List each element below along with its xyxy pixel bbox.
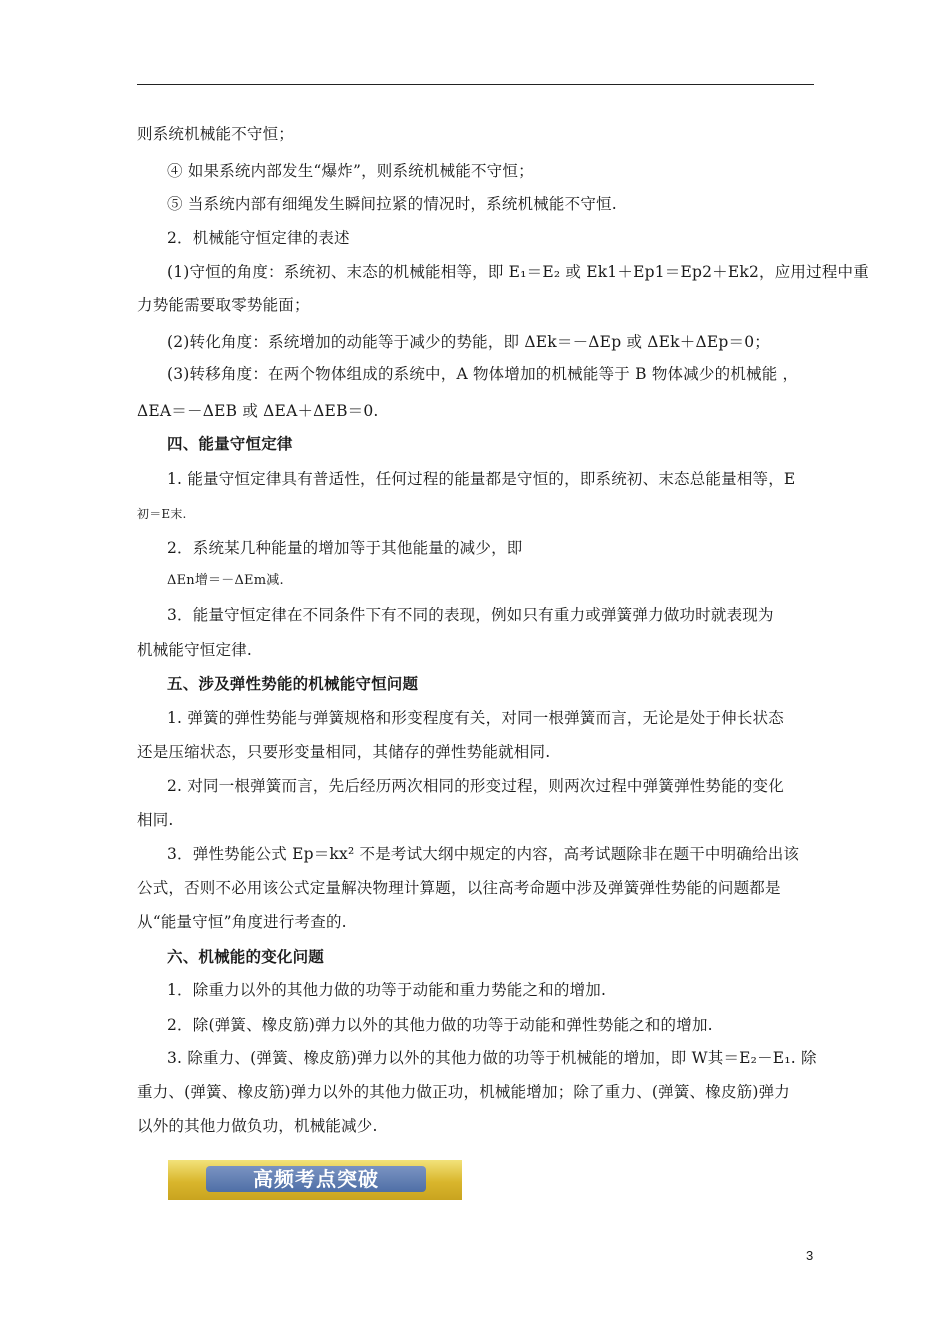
section-banner — [168, 1160, 462, 1200]
formula-line: ΔEn增＝－ΔEm减. — [167, 573, 284, 588]
paragraph-line: 还是压缩状态，只要形变量相同，其储存的弹性势能就相同. — [137, 743, 551, 761]
paragraph-line: 2．机械能守恒定律的表述 — [167, 229, 350, 247]
paragraph-line: 1．除重力以外的其他力做的功等于动能和重力势能之和的增加. — [167, 981, 607, 999]
section-heading: 六、机械能的变化问题 — [167, 948, 325, 966]
paragraph-line: 重力、(弹簧、橡皮筋)弹力以外的其他力做正功，机械能增加；除了重力、(弹簧、橡皮筋)弹力 — [137, 1083, 790, 1101]
page-number: 3 — [806, 1248, 814, 1263]
paragraph-line: (2)转化角度：系统增加的动能等于减少的势能，即 ΔEk＝－ΔEp 或 ΔEk＋ΔEp＝0； — [167, 333, 770, 351]
paragraph-line: (1)守恒的角度：系统初、末态的机械能相等，即 E₁＝E₂ 或 Ek1＋Ep1＝Ep2＋Ek2，应用过程中重 — [167, 263, 869, 281]
paragraph-line: 则系统机械能不守恒； — [137, 125, 295, 143]
paragraph-line: 1. 弹簧的弹性势能与弹簧规格和形变程度有关，对同一根弹簧而言，无论是处于伸长状态 — [167, 709, 784, 727]
paragraph-line: 从“能量守恒”角度进行考查的. — [137, 913, 347, 931]
paragraph-line: 3．能量守恒定律在不同条件下有不同的表现，例如只有重力或弹簧弹力做功时就表现为 — [167, 606, 774, 624]
paragraph-line: 2. 对同一根弹簧而言，先后经历两次相同的形变过程，则两次过程中弹簧弹性势能的变化 — [167, 777, 784, 795]
paragraph-line: 3．弹性势能公式 Ep＝kx² 不是考试大纲中规定的内容，高考试题除非在题干中明确给出该 — [167, 845, 800, 863]
paragraph-line: 以外的其他力做负功，机械能减少. — [137, 1117, 378, 1135]
paragraph-line: ④ 如果系统内部发生“爆炸”，则系统机械能不守恒； — [167, 162, 534, 180]
paragraph-line: ΔEA＝－ΔEB 或 ΔEA＋ΔEB＝0. — [137, 402, 379, 420]
paragraph-line: 2．系统某几种能量的增加等于其他能量的减少，即 — [167, 539, 523, 557]
paragraph-line: 机械能守恒定律. — [137, 641, 253, 659]
paragraph-line: 1. 能量守恒定律具有普适性，任何过程的能量都是守恒的，即系统初、末态总能量相等，E — [167, 470, 796, 488]
paragraph-line: (3)转移角度：在两个物体组成的系统中，A 物体增加的机械能等于 B 物体减少的机械能 ， — [167, 365, 799, 383]
paragraph-line: 相同. — [137, 811, 174, 829]
paragraph-line: 初＝E末. — [137, 507, 187, 521]
paragraph-line: ⑤ 当系统内部有细绳发生瞬间拉紧的情况时，系统机械能不守恒. — [167, 195, 617, 213]
section-heading: 五、涉及弹性势能的机械能守恒问题 — [167, 675, 419, 693]
banner-title: 高频考点突破 — [206, 1166, 426, 1192]
paragraph-line: 力势能需要取零势能面； — [137, 296, 310, 314]
header-rule — [137, 84, 814, 85]
paragraph-line: 2．除(弹簧、橡皮筋)弹力以外的其他力做的功等于动能和弹性势能之和的增加. — [167, 1016, 713, 1034]
paragraph-line: 公式，否则不必用该公式定量解决物理计算题，以往高考命题中涉及弹簧弹性势能的问题都是 — [137, 879, 781, 897]
section-heading: 四、能量守恒定律 — [167, 435, 293, 453]
paragraph-line: 3. 除重力、(弹簧、橡皮筋)弹力以外的其他力做的功等于机械能的增加，即 W其＝E₂－E₁. 除 — [167, 1049, 817, 1067]
